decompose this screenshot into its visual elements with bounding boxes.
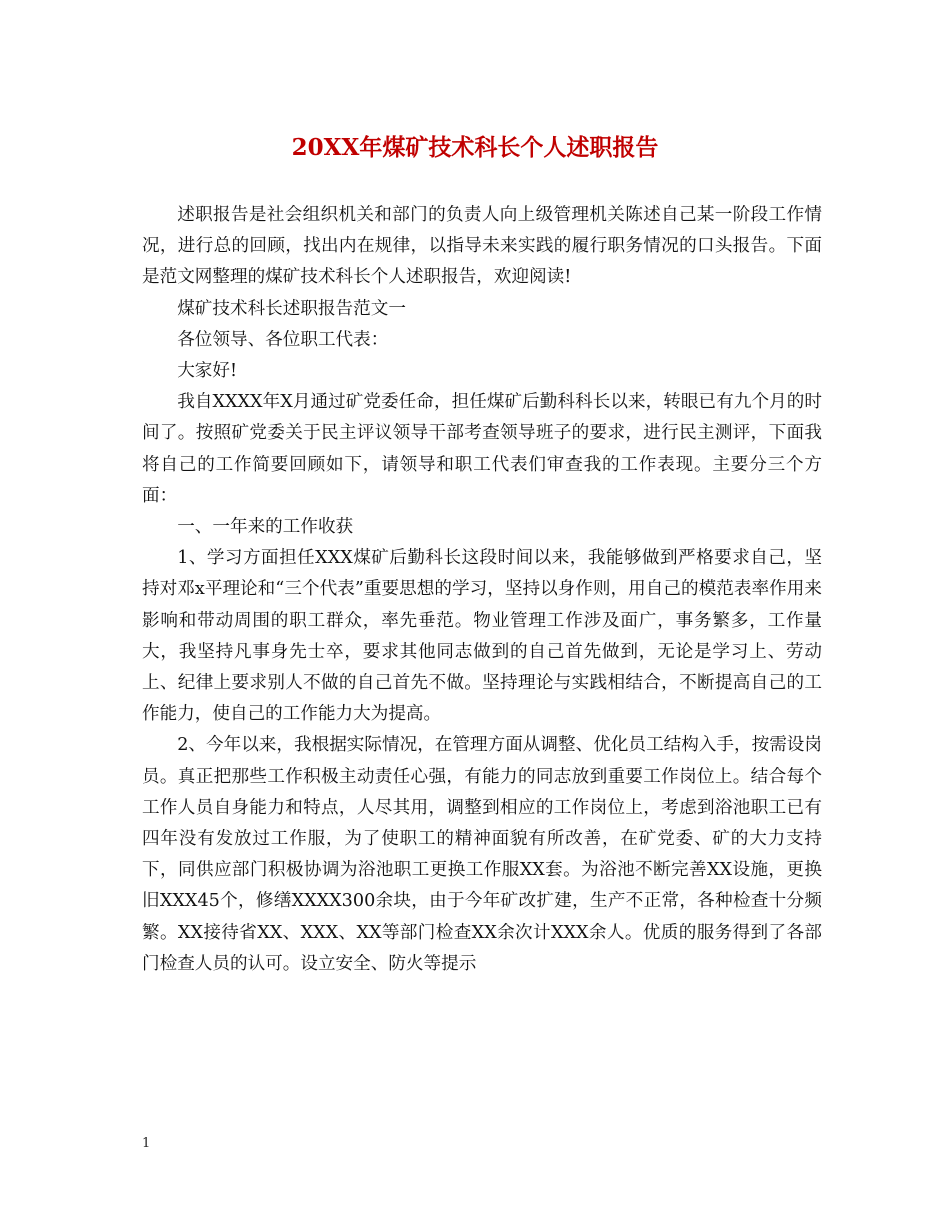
salutation-line: 各位领导、各位职工代表： (177, 329, 389, 350)
greeting-line: 大家好! (177, 361, 238, 382)
body-paragraph: 我自XXXX年X月通过矿党委任命，担任煤矿后勤科科长以来，转眼已有九个月的时间了。按照矿党委关于民主评议领导干部考查领导班子的要求，进行民主测评，下面我将自己的工作简要回顾如下，请领导和职工代表们审查我的工作表现。主要分三个方面： (142, 392, 822, 506)
body-paragraph: 1、学习方面担任XXX煤矿后勤科长这段时间以来，我能够做到严格要求自己，坚持对邓x平理论和“三个代表”重要思想的学习，坚持以身作则，用自己的模范表率作用来影响和带动周围的职工群众，率先垂范。物业管理工作涉及面广，事务繁多，工作量大，我坚持凡事身先士卒，要求其他同志做到的自己首先做到，无论是学习上、劳动上、纪律上要求别人不做的自己首先不做。坚持理论与实践相结合，不断提高自己的工作能力，使自己的工作能力大为提高。 (142, 548, 822, 725)
subsection-heading: 一、一年来的工作收获 (177, 517, 354, 538)
document-body (142, 200, 822, 980)
body-paragraph: 2、今年以来，我根据实际情况，在管理方面从调整、优化员工结构入手，按需设岗员。真正把那些工作积极主动责任心强，有能力的同志放到重要工作岗位上。结合每个工作人员自身能力和特点，人尽其用，调整到相应的工作岗位上，考虑到浴池职工已有四年没有发放过工作服，为了使职工的精神面貌有所改善，在矿党委、矿的大力支持下，同供应部门积极协调为浴池职工更换工作服XX套。为浴池不断完善XX设施，更换旧XXX45个，修缮XXXX300余块，由于今年矿改扩建，生产不正常，各种检查十分频繁。XX接待省XX、XXX、XX等部门检查XX余次计XXX余人。优质的服务得到了各部门检查人员的认可。设立安全、防火等提示 (142, 735, 822, 974)
intro-paragraph: 述职报告是社会组织机关和部门的负责人向上级管理机关陈述自己某一阶段工作情况，进行总的回顾，找出内在规律，以指导未来实践的履行职务情况的口头报告。下面是范文网整理的煤矿技术科长个人述职报告，欢迎阅读! (142, 205, 822, 288)
document-title: 20XX年煤矿技术科长个人述职报告 (291, 134, 659, 161)
section-heading: 煤矿技术科长述职报告范文一 (177, 298, 406, 319)
page-number: 1 (142, 1136, 151, 1151)
